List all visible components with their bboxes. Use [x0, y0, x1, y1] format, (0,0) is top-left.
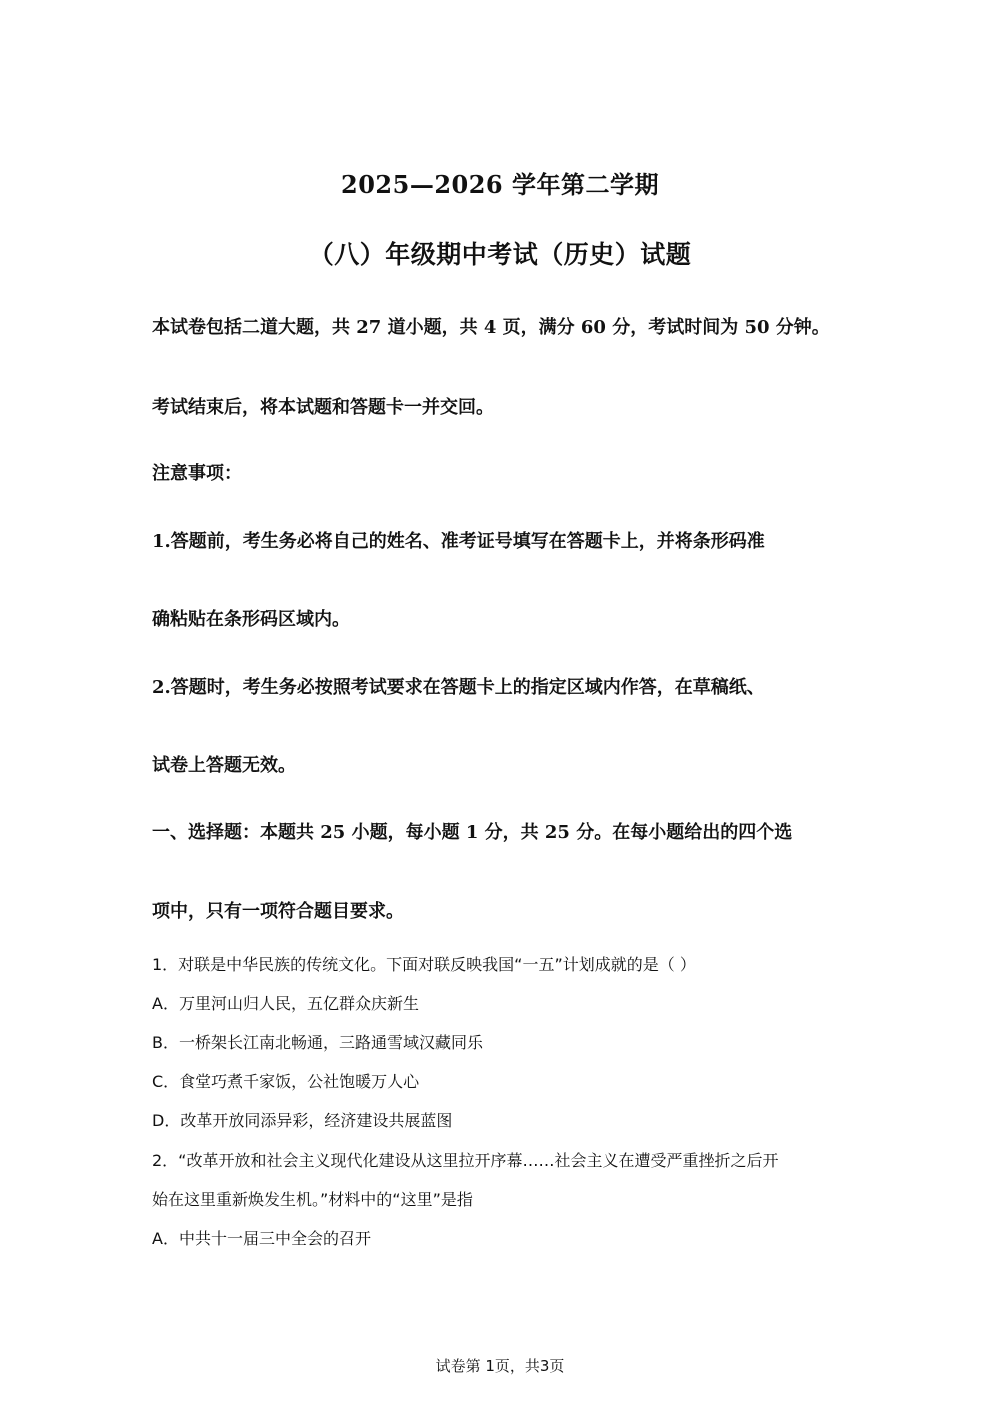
- notice-item-1-line-2: 确粘贴在条形码区域内。: [152, 609, 350, 630]
- question-1-option-d: D．改革开放同添异彩，经济建设共展蓝图: [152, 1111, 453, 1130]
- question-2-option-a: A．中共十一届三中全会的召开: [152, 1229, 371, 1248]
- exam-title-term: 2025—2026 学年第二学期: [341, 170, 659, 199]
- question-1-option-a: A．万里河山归人民，五亿群众庆新生: [152, 994, 419, 1013]
- notice-item-2-line-2: 试卷上答题无效。: [152, 755, 296, 776]
- question-1-option-c: C．食堂巧煮千家饭，公社饱暖万人心: [152, 1072, 420, 1091]
- notice-item-2-line-1: 2.答题时，考生务必按照考试要求在答题卡上的指定区域内作答，在草稿纸、: [152, 677, 765, 698]
- exam-title-subject: （八）年级期中考试（历史）试题: [308, 240, 692, 269]
- notice-item-1-line-1: 1.答题前，考生务必将自己的姓名、准考证号填写在答题卡上，并将条形码准: [152, 531, 765, 552]
- question-1-stem: 1．对联是中华民族的传统文化。下面对联反映我国“一五”计划成就的是（ ）: [152, 955, 696, 974]
- question-2-stem-line-1: 2．“改革开放和社会主义现代化建设从这里拉开序幕……社会主义在遭受严重挫折之后开: [152, 1151, 779, 1170]
- page-footer: 试卷第 1页，共3页: [435, 1357, 565, 1375]
- intro-line-1: 本试卷包括二道大题，共 27 道小题，共 4 页，满分 60 分，考试时间为 50 分钟。: [152, 317, 830, 338]
- section-1-heading-line-1: 一、选择题：本题共 25 小题，每小题 1 分，共 25 分。在每小题给出的四个选: [152, 822, 793, 843]
- intro-line-2: 考试结束后，将本试题和答题卡一并交回。: [152, 397, 494, 418]
- question-2-stem-line-2: 始在这里重新焕发生机。”材料中的“这里”是指: [152, 1190, 473, 1209]
- notice-heading: 注意事项：: [152, 463, 242, 484]
- section-1-heading-line-2: 项中，只有一项符合题目要求。: [152, 901, 404, 922]
- question-1-option-b: B．一桥架长江南北畅通，三路通雪域汉藏同乐: [152, 1033, 483, 1052]
